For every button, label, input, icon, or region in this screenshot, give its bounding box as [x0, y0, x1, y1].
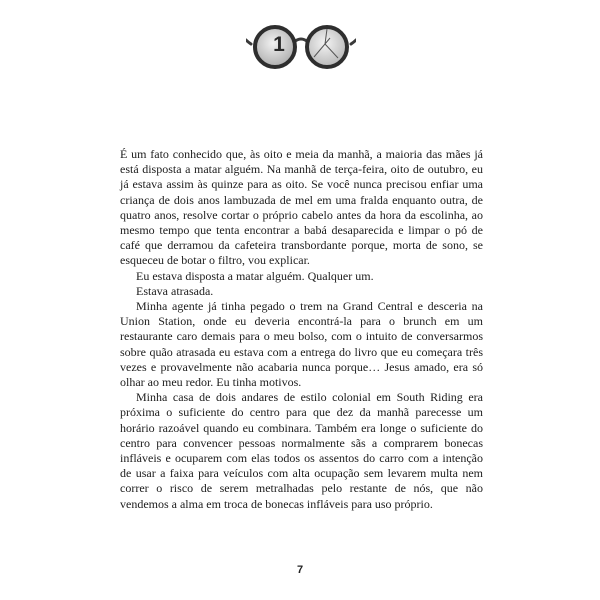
- paragraph: É um fato conhecido que, às oito e meia da manhã, a maioria das mães já está disposta a matar alguém. Na manhã de terça-feira, oito de outubro, eu já estava assim às quinze para as oito. Se você nunca precisou enfiar uma criança de dois anos lambuzada de mel em uma fralda enquanto outra, de quatro anos, resolve cortar o próprio cabelo antes da hora da escolinha, ao mesmo tempo que tenta encontrar a babá desaparecida e limpar o pó de café que derramou da cafeteira transbordante porque, morta de sono, se esqueceu de botar o filtro, vou explicar.: [120, 147, 483, 268]
- chapter-number: 1: [273, 33, 285, 56]
- body-text: [120, 147, 483, 512]
- paragraph: Minha casa de dois andares de estilo colonial em South Riding era próxima o suficiente do centro para que dez da manhã parecesse um horário razoável quando eu combinara. Também era longe o suficiente do centro para convencer pessoas normalmente sãs a comprarem bonecas infláveis e ocuparem com elas todos os assentos do carro com a intenção de usar a faixa para veículos com alta ocupação sem levarem multa nem correr o risco de serem metralhadas pelo restante de nós, que não vendemos a alma em troca de bonecas infláveis para uso próprio.: [120, 390, 483, 511]
- page-number: 7: [296, 564, 304, 576]
- paragraph: Estava atrasada.: [136, 283, 214, 298]
- paragraph: Minha agente já tinha pegado o trem na Grand Central e desceria na Union Station, onde eu deveria encontrá-la para o brunch em um restaurante caro demais para o meu bolso, com o intuito de conversarmos sobre quão atrasada eu estava com a entrega do livro que eu começara três vezes e provavelmente não acabaria nunca porque… Jesus amado, era só olhar ao meu redor. Eu tinha motivos.: [120, 299, 483, 390]
- paragraph: Eu estava disposta a matar alguém. Qualquer um.: [136, 268, 374, 283]
